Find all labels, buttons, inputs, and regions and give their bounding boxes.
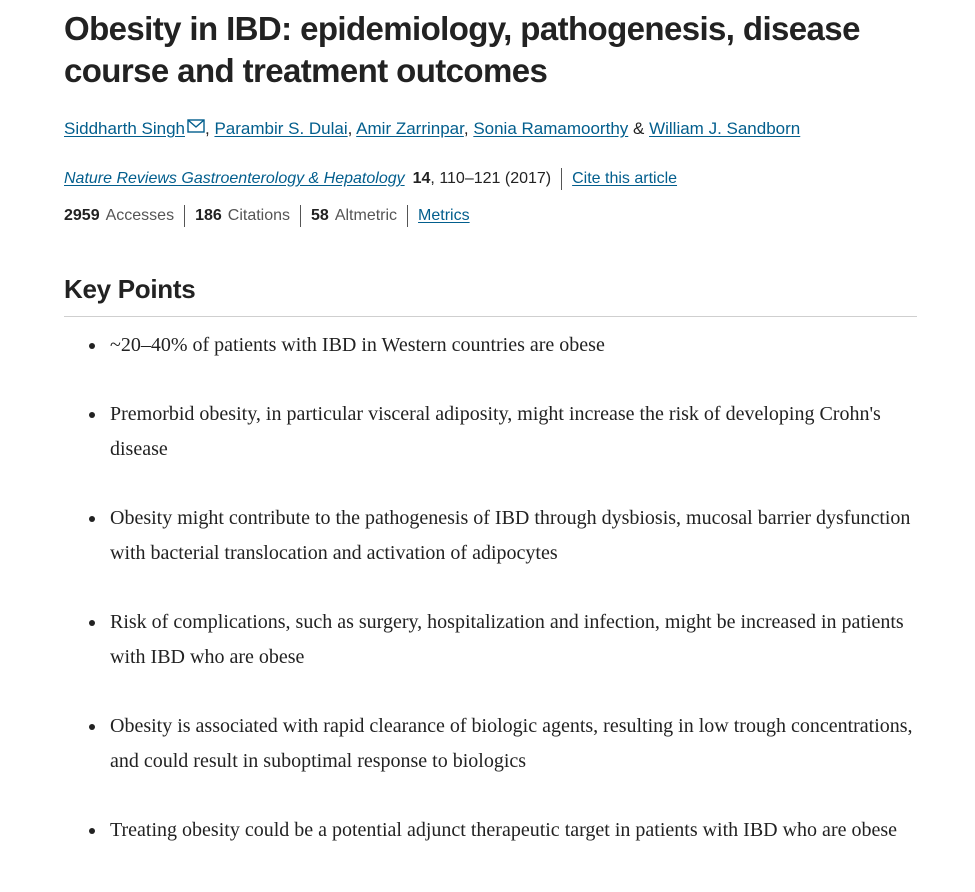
author-separator: , bbox=[463, 119, 474, 138]
pages-year: , 110–121 (2017) bbox=[430, 170, 552, 187]
journal-link[interactable]: Nature Reviews Gastroenterology & Hepatology bbox=[64, 170, 405, 187]
metrics-link[interactable]: Metrics bbox=[418, 207, 470, 224]
key-point-text: Obesity might contribute to the pathogenesis of IBD through dysbiosis, mucosal barrier dysfunction with bacterial translocation and activation of adipocytes bbox=[110, 507, 911, 564]
author-link-1[interactable]: Siddharth Singh bbox=[64, 119, 185, 138]
mail-icon[interactable] bbox=[187, 116, 205, 140]
list-item bbox=[64, 501, 917, 571]
bullet-icon bbox=[89, 412, 95, 418]
list-item bbox=[64, 709, 917, 779]
citations-label: Citations bbox=[227, 207, 291, 224]
citation-line bbox=[64, 167, 677, 191]
volume-number: 14 bbox=[412, 170, 431, 187]
author-separator: , bbox=[204, 119, 215, 138]
bullet-icon bbox=[89, 620, 95, 626]
article-metrics bbox=[64, 204, 470, 228]
cite-article-link[interactable]: Cite this article bbox=[572, 170, 678, 187]
divider bbox=[561, 168, 562, 190]
author-link-2[interactable]: Parambir S. Dulai bbox=[214, 119, 348, 138]
bullet-icon bbox=[89, 516, 95, 522]
divider bbox=[184, 205, 185, 227]
bullet-icon bbox=[89, 343, 95, 349]
bullet-icon bbox=[89, 828, 95, 834]
altmetric-count: 58 bbox=[311, 207, 329, 224]
author-link-5[interactable]: William J. Sandborn bbox=[649, 119, 801, 138]
citations-count: 186 bbox=[195, 207, 222, 224]
list-item bbox=[64, 813, 917, 848]
author-separator: , bbox=[347, 119, 357, 138]
section-rule bbox=[64, 316, 917, 317]
key-point-text: Obesity is associated with rapid clearance of biologic agents, resulting in low trough concentrations, and could result in suboptimal response to biologics bbox=[110, 715, 913, 772]
article-title: Obesity in IBD: epidemiology, pathogenesis, disease course and treatment outcomes bbox=[64, 10, 860, 89]
author-link-4[interactable]: Sonia Ramamoorthy bbox=[473, 119, 629, 138]
author-last-separator: & bbox=[628, 119, 650, 138]
key-point-text: Risk of complications, such as surgery, hospitalization and infection, might be increased in patients with IBD who are obese bbox=[110, 611, 904, 668]
divider bbox=[407, 205, 408, 227]
author-link-3[interactable]: Amir Zarrinpar bbox=[356, 119, 464, 138]
list-item bbox=[64, 397, 917, 467]
accesses-count: 2959 bbox=[64, 207, 100, 224]
key-point-text: Treating obesity could be a potential adjunct therapeutic target in patients with IBD who are obese bbox=[110, 819, 898, 841]
list-item bbox=[64, 605, 917, 675]
divider bbox=[300, 205, 301, 227]
key-point-text: ~20–40% of patients with IBD in Western countries are obese bbox=[110, 334, 605, 356]
accesses-label: Accesses bbox=[105, 207, 175, 224]
key-point-text: Premorbid obesity, in particular visceral adiposity, might increase the risk of developing Crohn's disease bbox=[110, 403, 881, 460]
altmetric-label: Altmetric bbox=[334, 207, 398, 224]
author-list bbox=[64, 116, 800, 141]
list-item bbox=[64, 328, 917, 363]
key-points-list bbox=[64, 328, 917, 882]
bullet-icon bbox=[89, 724, 95, 730]
key-points-heading: Key Points bbox=[64, 274, 196, 304]
